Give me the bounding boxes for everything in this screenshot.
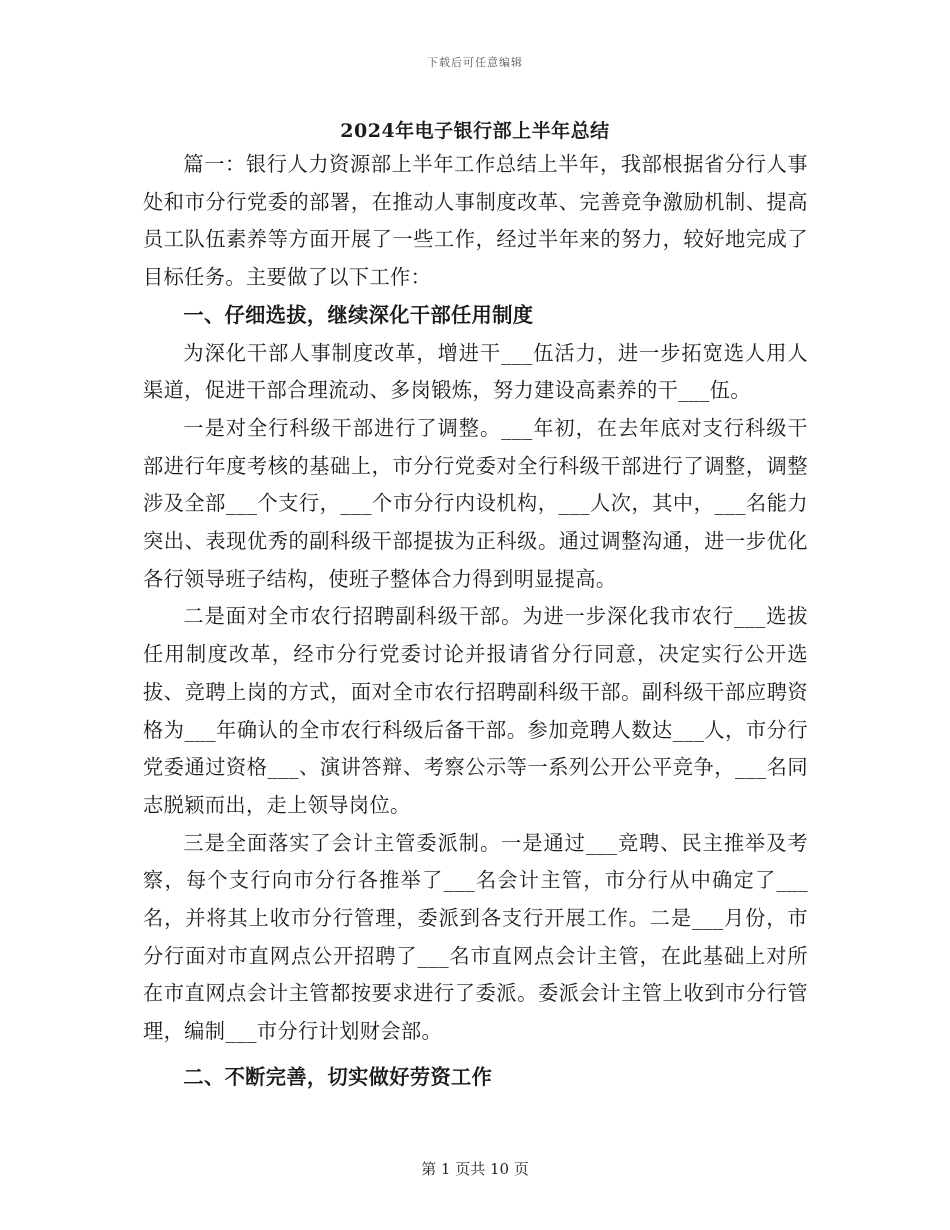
document-title: 2024年电子银行部上半年总结 <box>340 120 610 142</box>
intro-paragraph: 篇一：银行人力资源部上半年工作总结上半年，我部根据省分行人事处和市分行党委的部署，在推动人事制度改革、完善竞争激励机制、提高员工队伍素养等方面开展了一些工作，经过半年来的努力，较好地完成了目标任务。主要做了以下工作： <box>143 152 808 290</box>
document-body <box>143 146 808 1097</box>
section-heading-1: 一、仔细选拔，继续深化干部任用制度 <box>183 302 534 327</box>
body-paragraph: 二是面对全市农行招聘副科级干部。为进一步深化我市农行___选拔任用制度改革，经市分行党委讨论并报请省分行同意，决定实行公开选拔、竞聘上岗的方式，面对全市农行招聘副科级干部。副科级干部应聘资格为___年确认的全市农行科级后备干部。参加竞聘人数达___人，市分行党委通过资格___、演讲答辩、考察公示等一系列公开公平竞争，___名同志脱颖而出，走上领导岗位。 <box>143 604 808 817</box>
body-paragraph: 为深化干部人事制度改革，增进干___伍活力，进一步拓宽选人用人渠道，促进干部合理流动、多岗锻炼，努力建设高素养的干___伍。 <box>143 340 808 403</box>
page-number: 第 1 页共 10 页 <box>421 1160 529 1178</box>
header-note: 下载后可任意编辑 <box>427 56 523 69</box>
section-heading-2: 二、不断完善，切实做好劳资工作 <box>183 1064 493 1089</box>
body-paragraph: 一是对全行科级干部进行了调整。___年初，在去年底对支行科级干部进行年度考核的基础上，市分行党委对全行科级干部进行了调整，调整涉及全部___个支行，___个市分行内设机构，___人次，其中，___名能力突出、表现优秀的副科级干部提拔为正科级。通过调整沟通，进一步优化各行领导班子结构，使班子整体合力得到明显提高。 <box>143 415 808 591</box>
body-paragraph: 三是全面落实了会计主管委派制。一是通过___竞聘、民主推举及考察，每个支行向市分行各推举了___名会计主管，市分行从中确定了___名，并将其上收市分行管理，委派到各支行开展工作。二是___月份，市分行面对市直网点公开招聘了___名市直网点会计主管，在此基础上对所在市直网点会计主管都按要求进行了委派。委派会计主管上收到市分行管理，编制___市分行计划财会部。 <box>143 830 808 1044</box>
